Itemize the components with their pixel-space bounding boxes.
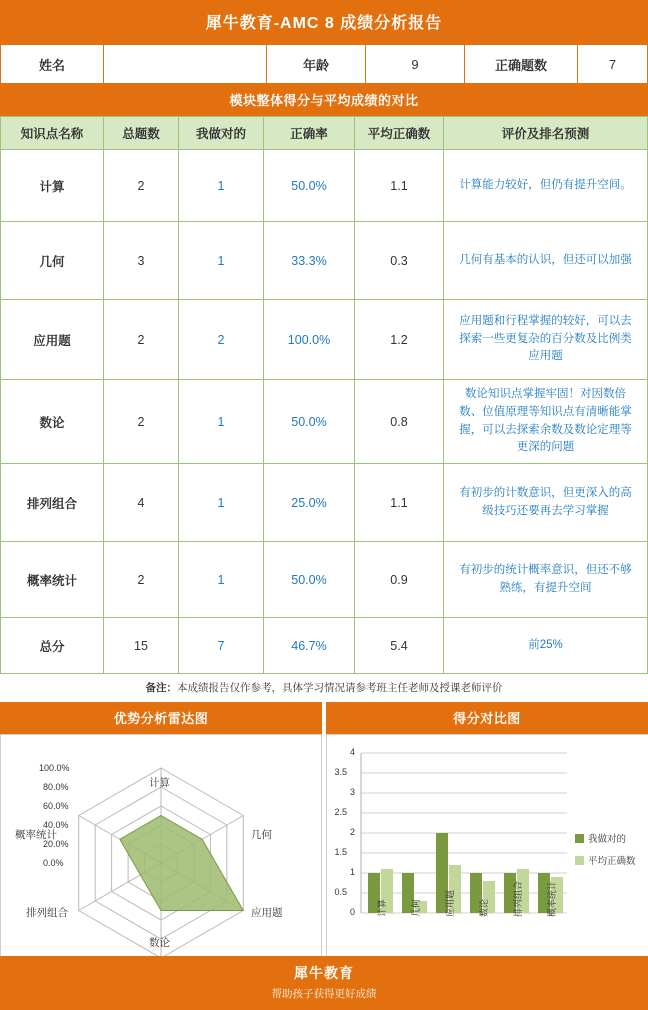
row-name: 计算 (1, 150, 104, 222)
radar-tick-3: 60.0% (43, 801, 69, 812)
radar-axis-label-3: 数论 (149, 937, 170, 950)
table-header-row (1, 117, 648, 150)
bar-xlabel-2: 应用题 (445, 890, 455, 918)
radar-axis-label-2: 应用题 (251, 907, 283, 920)
bar-ytick-8: 4 (349, 747, 355, 758)
name-value (104, 45, 267, 84)
row-comment: 数论知识点掌握牢固！对因数倍数、位值原理等知识点有清晰能掌握，可以去探索余数及数论定理等更深的问题 (444, 380, 648, 464)
bar-xlabel-3: 数论 (479, 899, 489, 918)
row-comment: 几何有基本的认识，但还可以加强 (444, 222, 648, 300)
bar-ytick-3: 1.5 (334, 847, 347, 858)
footer (0, 956, 648, 1010)
legend-swatch-icon (575, 856, 584, 865)
row-comment: 有初步的计数意识，但更深入的高级技巧还要再去学习掌握 (444, 464, 648, 542)
row-rate: 50.0% (264, 542, 355, 618)
knowledge-point-table (0, 116, 648, 674)
table-row (1, 222, 648, 300)
bar-ytick-2: 1 (349, 867, 355, 878)
charts-area (0, 734, 648, 984)
chart-title-bands (0, 702, 648, 734)
row-comment: 有初步的统计概率意识，但还不够熟练，有提升空间 (444, 542, 648, 618)
radar-axis-label-4: 排列组合 (26, 907, 68, 920)
age-value: 9 (366, 45, 465, 84)
row-total: 2 (104, 380, 179, 464)
bar-chart (326, 734, 648, 984)
table-row (1, 380, 648, 464)
col-total: 总题数 (104, 117, 179, 150)
col-comment: 评价及排名预测 (444, 117, 648, 150)
row-name: 总分 (1, 618, 104, 674)
table-row (1, 150, 648, 222)
row-name: 几何 (1, 222, 104, 300)
row-comment: 计算能力较好，但仍有提升空间。 (444, 150, 648, 222)
row-name: 概率统计 (1, 542, 104, 618)
row-rate: 50.0% (264, 380, 355, 464)
col-rate: 正确率 (264, 117, 355, 150)
row-avg: 1.2 (355, 300, 444, 380)
bar-xlabel-0: 计算 (377, 899, 387, 918)
table-row (1, 464, 648, 542)
footnote-text: 本成绩报告仅作参考，具体学习情况请参考班主任老师及授课老师评价 (177, 682, 503, 695)
radar-tick-5: 100.0% (39, 763, 70, 774)
row-comment: 应用题和行程掌握的较好，可以去探索一些更复杂的百分数及比例类应用题 (444, 300, 648, 380)
bar-chart-title: 得分对比图 (326, 702, 648, 734)
radar-axis-label-0: 计算 (149, 777, 170, 790)
name-label: 姓名 (1, 45, 104, 84)
bar-ytick-1: 0.5 (334, 887, 347, 898)
student-info-table (0, 44, 648, 84)
row-rate: 100.0% (264, 300, 355, 380)
bar-xlabel-4: 排列组合 (513, 881, 523, 918)
row-name: 应用题 (1, 300, 104, 380)
footnote (0, 674, 648, 702)
row-mine: 1 (179, 464, 264, 542)
row-mine: 1 (179, 150, 264, 222)
row-mine: 7 (179, 618, 264, 674)
radar-chart (0, 734, 322, 984)
row-avg: 1.1 (355, 150, 444, 222)
row-mine: 1 (179, 542, 264, 618)
bar-ytick-6: 3 (349, 787, 355, 798)
row-mine: 1 (179, 222, 264, 300)
legend-item-average (575, 853, 636, 867)
bar-ytick-7: 3.5 (334, 767, 347, 778)
bar-ytick-0: 0 (349, 907, 355, 918)
row-total: 15 (104, 618, 179, 674)
row-rate: 46.7% (264, 618, 355, 674)
col-name: 知识点名称 (1, 117, 104, 150)
table-row (1, 618, 648, 674)
col-mine: 我做对的 (179, 117, 264, 150)
radar-tick-0: 0.0% (43, 858, 64, 869)
col-avg: 平均正确数 (355, 117, 444, 150)
bar-ytick-5: 2.5 (334, 807, 347, 818)
bar-xlabel-1: 几何 (411, 899, 421, 918)
correct-count-value: 7 (578, 45, 648, 84)
row-avg: 0.3 (355, 222, 444, 300)
radar-tick-1: 20.0% (43, 839, 69, 850)
row-comment: 前25% (444, 618, 648, 674)
section-title-comparison: 模块整体得分与平均成绩的对比 (0, 84, 648, 116)
table-row (1, 300, 648, 380)
row-mine: 2 (179, 300, 264, 380)
legend-label: 平均正确数 (588, 856, 636, 868)
row-avg: 0.8 (355, 380, 444, 464)
row-name: 排列组合 (1, 464, 104, 542)
footnote-label: 备注： (145, 682, 177, 695)
row-total: 2 (104, 300, 179, 380)
row-name: 数论 (1, 380, 104, 464)
row-total: 2 (104, 542, 179, 618)
radar-chart-title: 优势分析雷达图 (0, 702, 322, 734)
radar-axis-label-1: 几何 (251, 829, 272, 842)
footer-slogan: 帮助孩子获得更好成绩 (271, 988, 377, 1000)
radar-series-polygon (120, 816, 243, 911)
row-rate: 50.0% (264, 150, 355, 222)
row-total: 4 (104, 464, 179, 542)
footer-brand: 犀牛教育 (294, 965, 354, 981)
page-title: 犀牛教育-AMC 8 成绩分析报告 (0, 0, 648, 44)
age-label: 年龄 (267, 45, 366, 84)
row-rate: 25.0% (264, 464, 355, 542)
table-row (1, 45, 648, 84)
row-avg: 5.4 (355, 618, 444, 674)
bar-ytick-4: 2 (349, 827, 355, 838)
radar-tick-2: 40.0% (43, 820, 69, 831)
correct-count-label: 正确题数 (465, 45, 578, 84)
radar-axis-label-5: 概率统计 (15, 829, 57, 842)
bar-xlabel-5: 概率统计 (547, 881, 557, 918)
table-row (1, 542, 648, 618)
radar-tick-4: 80.0% (43, 782, 69, 793)
row-rate: 33.3% (264, 222, 355, 300)
row-total: 3 (104, 222, 179, 300)
row-avg: 1.1 (355, 464, 444, 542)
row-avg: 0.9 (355, 542, 444, 618)
legend-label: 我做对的 (588, 834, 627, 846)
row-total: 2 (104, 150, 179, 222)
legend-item-mine (575, 831, 626, 845)
row-mine: 1 (179, 380, 264, 464)
legend-swatch-icon (575, 834, 584, 843)
